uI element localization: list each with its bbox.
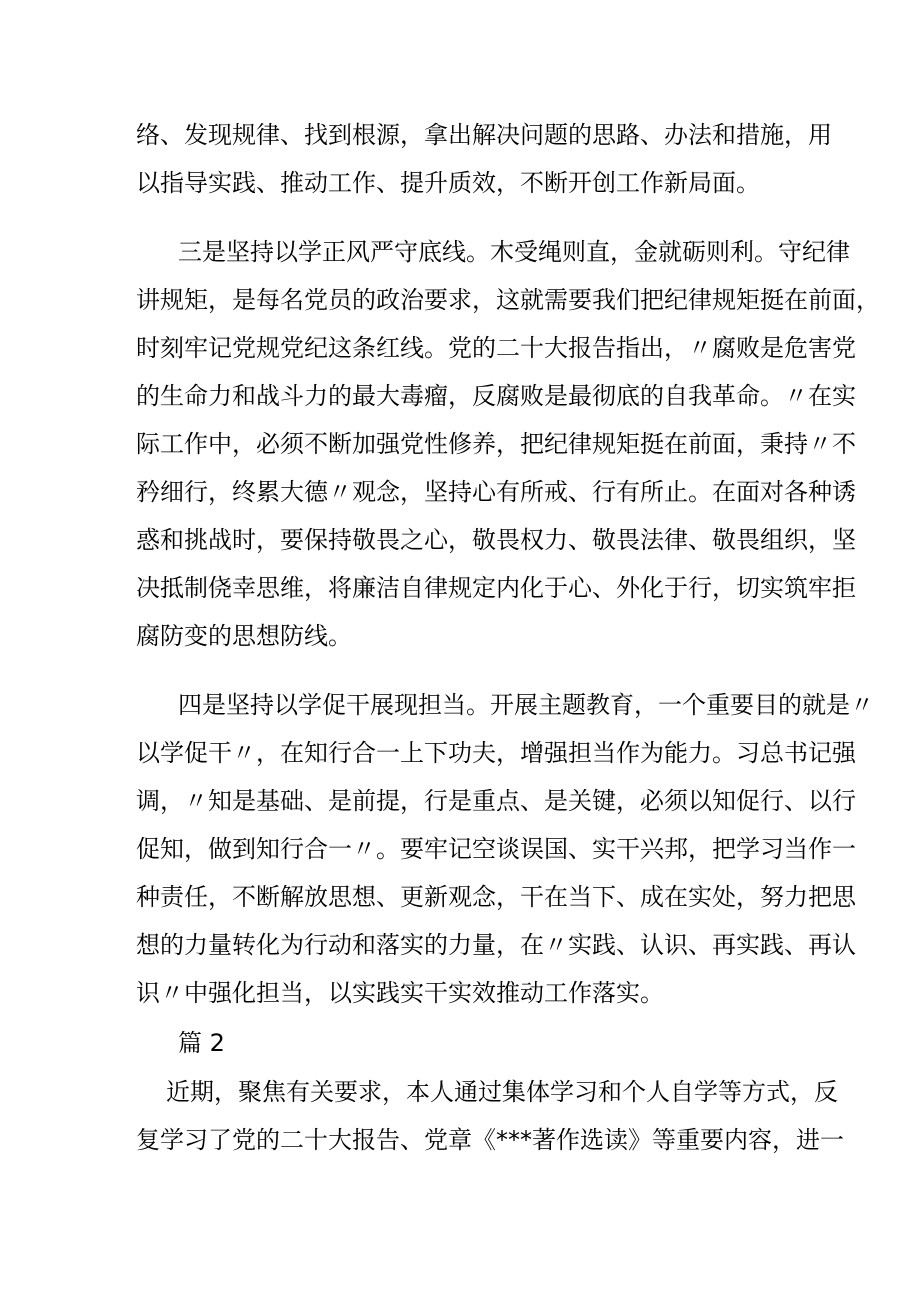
- paragraph-line: 讲规矩，是每名党员的政治要求，这就需要我们把纪律规矩挺在前面，: [136, 286, 880, 314]
- paragraph-line: 决抵制侥幸思维，将廉洁自律规定内化于心、外化于行，切实筑牢拒: [136, 574, 856, 602]
- paragraph-line: 复学习了党的二十大报告、党章《***著作选读》等重要内容，进一: [136, 1126, 844, 1154]
- paragraph-line: 的生命力和战斗力的最大毒瘤，反腐败是最彻底的自我革命。〃在实: [136, 382, 856, 410]
- paragraph-line: 想的力量转化为行动和落实的力量，在〃实践、认识、再实践、再认: [136, 931, 856, 959]
- paragraph-line: 三是坚持以学正风严守底线。木受绳则直，金就砺则利。守纪律: [178, 238, 850, 266]
- paragraph-line: 腐防变的思想防线。: [136, 622, 352, 650]
- paragraph-line: 矜细行，终累大德〃观念，坚持心有所戒、行有所止。在面对各种诱: [136, 478, 856, 506]
- section-heading: 篇 2: [178, 1029, 225, 1057]
- paragraph-line: 际工作中，必须不断加强党性修养，把纪律规矩挺在前面，秉持〃不: [136, 430, 856, 458]
- paragraph-line: 促知，做到知行合一〃。要牢记空谈误国、实干兴邦，把学习当作一: [136, 835, 856, 863]
- paragraph-line: 调，〃知是基础、是前提，行是重点、是关键，必须以知促行、以行: [136, 787, 856, 815]
- paragraph-line: 时刻牢记党规党纪这条红线。党的二十大报告指出，〃腐败是危害党: [136, 334, 856, 362]
- paragraph-line: 近期，聚焦有关要求，本人通过集体学习和个人自学等方式，反: [166, 1078, 838, 1106]
- paragraph-line: 四是坚持以学促干展现担当。开展主题教育，一个重要目的就是〃: [178, 691, 874, 719]
- paragraph-line: 络、发现规律、找到根源，拿出解决问题的思路、办法和措施，用: [136, 121, 832, 149]
- paragraph-line: 识〃中强化担当，以实践实干实效推动工作落实。: [136, 979, 664, 1007]
- paragraph-line: 惑和挑战时，要保持敬畏之心，敬畏权力、敬畏法律、敬畏组织，坚: [136, 526, 856, 554]
- paragraph-line: 以指导实践、推动工作、提升质效，不断开创工作新局面。: [136, 169, 760, 197]
- paragraph-line: 种责任，不断解放思想、更新观念，干在当下、成在实处，努力把思: [136, 883, 856, 911]
- paragraph-line: 以学促干〃，在知行合一上下功夫，增强担当作为能力。习总书记强: [136, 739, 856, 767]
